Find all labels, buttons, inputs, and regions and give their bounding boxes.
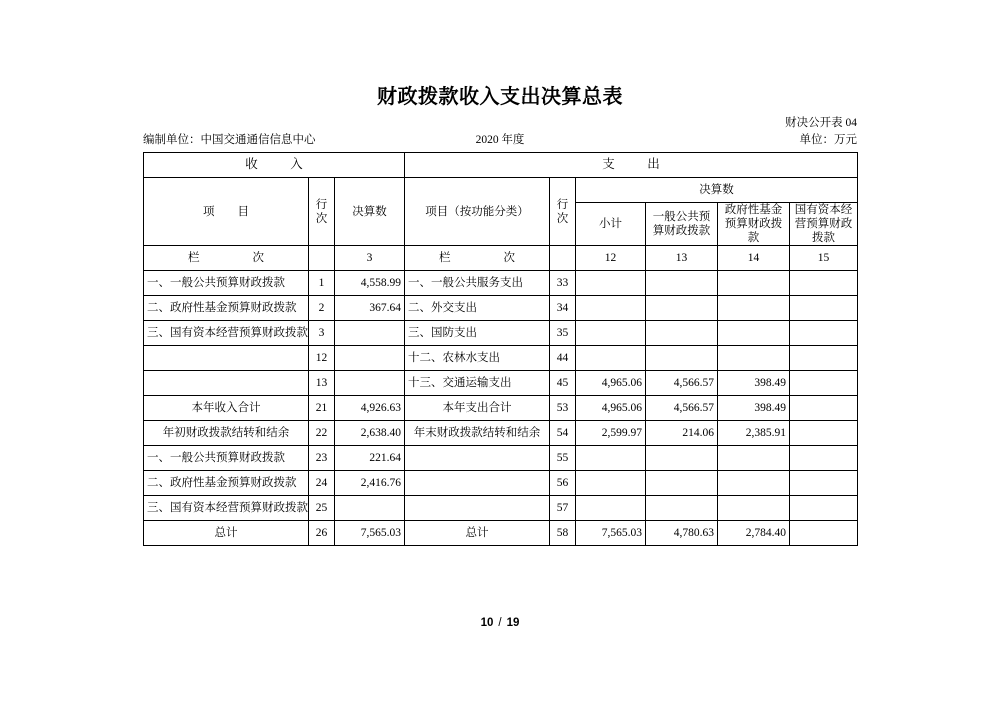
cell-exp-gov-fund [718, 496, 790, 521]
cell-income-item: 二、政府性基金预算财政拨款 [144, 296, 309, 321]
cell-exp-subtotal [576, 321, 646, 346]
cell-income-item: 三、国有资本经营预算财政拨款 [144, 321, 309, 346]
cell-exp-lineno: 44 [550, 346, 576, 371]
cell-income-lineno: 21 [309, 396, 335, 421]
cell-income-item: 三、国有资本经营预算财政拨款 [144, 496, 309, 521]
table-row [144, 446, 858, 471]
table-row [144, 496, 858, 521]
cell-income-item: 一、一般公共预算财政拨款 [144, 446, 309, 471]
cell-exp-lineno: 34 [550, 296, 576, 321]
cell-income-lineno: 1 [309, 271, 335, 296]
cell-exp-item [405, 446, 550, 471]
cell-income-lineno: 22 [309, 421, 335, 446]
cell-exp-item: 十二、农林水支出 [405, 346, 550, 371]
header-exp-subtotal: 小计 [576, 203, 646, 246]
cell-exp-general-public [646, 446, 718, 471]
lane-label-expenditure [405, 246, 550, 271]
cell-income-item: 年初财政拨款结转和结余 [144, 421, 309, 446]
cell-exp-item: 十三、交通运输支出 [405, 371, 550, 396]
cell-exp-item: 本年支出合计 [405, 396, 550, 421]
cell-exp-state-capital [790, 421, 858, 446]
table-row [144, 321, 858, 346]
cell-income-amount: 4,926.63 [335, 396, 405, 421]
cell-income-amount: 367.64 [335, 296, 405, 321]
cell-income-amount: 2,416.76 [335, 471, 405, 496]
cell-exp-general-public: 4,780.63 [646, 521, 718, 546]
cell-exp-lineno: 55 [550, 446, 576, 471]
cell-income-amount: 4,558.99 [335, 271, 405, 296]
band-expenditure [405, 153, 858, 178]
table-row [144, 296, 858, 321]
cell-exp-state-capital [790, 346, 858, 371]
lane-exp-gov-fund: 14 [718, 246, 790, 271]
cell-exp-subtotal [576, 271, 646, 296]
unit-note: 单位：万元 [799, 134, 857, 146]
cell-income-amount: 221.64 [335, 446, 405, 471]
cell-exp-state-capital [790, 471, 858, 496]
cell-income-item: 总计 [144, 521, 309, 546]
cell-income-lineno: 23 [309, 446, 335, 471]
cell-exp-general-public: 4,566.57 [646, 396, 718, 421]
lane-label-income [144, 246, 309, 271]
lane-exp-general-public: 13 [646, 246, 718, 271]
lane-label-expenditure-text: 栏 次 [439, 252, 525, 265]
cell-exp-subtotal [576, 296, 646, 321]
lane-exp-state-capital: 15 [790, 246, 858, 271]
band-income-label: 收 入 [245, 157, 313, 172]
cell-exp-item [405, 496, 550, 521]
cell-income-amount [335, 371, 405, 396]
header-income-lineno: 行次 [309, 178, 335, 246]
table-row [144, 396, 858, 421]
cell-exp-state-capital [790, 496, 858, 521]
cell-exp-state-capital [790, 521, 858, 546]
cell-exp-gov-fund [718, 271, 790, 296]
cell-exp-general-public [646, 346, 718, 371]
cell-exp-lineno: 45 [550, 371, 576, 396]
cell-exp-gov-fund [718, 471, 790, 496]
cell-exp-general-public [646, 471, 718, 496]
cell-exp-subtotal [576, 346, 646, 371]
cell-exp-subtotal: 2,599.97 [576, 421, 646, 446]
cell-income-lineno: 3 [309, 321, 335, 346]
cell-income-item [144, 371, 309, 396]
cell-exp-gov-fund: 2,385.91 [718, 421, 790, 446]
cell-exp-general-public: 4,566.57 [646, 371, 718, 396]
header-group-row [144, 178, 858, 203]
cell-income-amount [335, 346, 405, 371]
cell-exp-general-public [646, 496, 718, 521]
lane-label-income-text: 栏 次 [188, 252, 274, 265]
header-exp-gov-fund: 政府性基金预算财政拨款 [718, 203, 790, 246]
lane-income-lineno [309, 246, 335, 271]
cell-income-item: 二、政府性基金预算财政拨款 [144, 471, 309, 496]
cell-exp-general-public [646, 296, 718, 321]
header-income-amount: 决算数 [335, 178, 405, 246]
cell-exp-lineno: 57 [550, 496, 576, 521]
header-exp-general-public: 一般公共预算财政拨款 [646, 203, 718, 246]
cell-exp-subtotal [576, 446, 646, 471]
cell-exp-general-public: 214.06 [646, 421, 718, 446]
table-row [144, 471, 858, 496]
cell-exp-item: 一、一般公共服务支出 [405, 271, 550, 296]
header-exp-lineno: 行次 [550, 178, 576, 246]
cell-income-item [144, 346, 309, 371]
cell-income-amount [335, 321, 405, 346]
cell-income-lineno: 12 [309, 346, 335, 371]
cell-income-amount [335, 496, 405, 521]
table-row [144, 346, 858, 371]
cell-exp-item: 三、国防支出 [405, 321, 550, 346]
table-row [144, 421, 858, 446]
section-band-row [144, 153, 858, 178]
cell-exp-subtotal: 4,965.06 [576, 371, 646, 396]
cell-exp-item: 总计 [405, 521, 550, 546]
band-income [144, 153, 405, 178]
cell-exp-lineno: 35 [550, 321, 576, 346]
header-income-item: 项 目 [144, 178, 309, 246]
cell-exp-subtotal: 4,965.06 [576, 396, 646, 421]
cell-exp-state-capital [790, 371, 858, 396]
cell-exp-subtotal [576, 471, 646, 496]
lane-number-row [144, 246, 858, 271]
header-exp-group: 决算数 [576, 178, 858, 203]
cell-exp-state-capital [790, 396, 858, 421]
cell-exp-gov-fund [718, 446, 790, 471]
cell-income-lineno: 2 [309, 296, 335, 321]
cell-exp-item: 年末财政拨款结转和结余 [405, 421, 550, 446]
cell-exp-gov-fund [718, 346, 790, 371]
cell-exp-lineno: 54 [550, 421, 576, 446]
cell-income-lineno: 25 [309, 496, 335, 521]
cell-exp-subtotal [576, 496, 646, 521]
cell-exp-lineno: 56 [550, 471, 576, 496]
cell-exp-lineno: 53 [550, 396, 576, 421]
cell-exp-gov-fund: 398.49 [718, 371, 790, 396]
header-exp-state-capital: 国有资本经营预算财政拨款 [790, 203, 858, 246]
form-code: 财决公开表 04 [785, 117, 857, 129]
cell-exp-general-public [646, 321, 718, 346]
footer-separator: / [498, 617, 502, 629]
cell-exp-item: 二、外交支出 [405, 296, 550, 321]
cell-income-lineno: 24 [309, 471, 335, 496]
compiler-unit: 编制单位：中国交通通信信息中心 [143, 134, 316, 146]
footer-current-page: 10 [480, 617, 494, 629]
cell-income-item: 本年收入合计 [144, 396, 309, 421]
cell-exp-state-capital [790, 271, 858, 296]
cell-exp-item [405, 471, 550, 496]
band-expenditure-label: 支 出 [602, 157, 670, 172]
lane-exp-lineno [550, 246, 576, 271]
cell-exp-state-capital [790, 296, 858, 321]
cell-income-amount: 2,638.40 [335, 421, 405, 446]
financial-table [143, 152, 858, 546]
cell-income-amount: 7,565.03 [335, 521, 405, 546]
cell-exp-lineno: 58 [550, 521, 576, 546]
cell-exp-gov-fund: 2,784.40 [718, 521, 790, 546]
cell-exp-general-public [646, 271, 718, 296]
cell-income-item: 一、一般公共预算财政拨款 [144, 271, 309, 296]
cell-exp-state-capital [790, 446, 858, 471]
table-row [144, 371, 858, 396]
header-exp-item: 项目（按功能分类） [405, 178, 550, 246]
cell-exp-subtotal: 7,565.03 [576, 521, 646, 546]
fiscal-year: 2020 年度 [475, 134, 525, 146]
cell-income-lineno: 13 [309, 371, 335, 396]
page-footer [0, 617, 1000, 629]
table-row [144, 271, 858, 296]
cell-exp-state-capital [790, 321, 858, 346]
lane-exp-subtotal: 12 [576, 246, 646, 271]
page-title: 财政拨款收入支出决算总表 [377, 86, 623, 108]
lane-income-amount: 3 [335, 246, 405, 271]
cell-exp-gov-fund [718, 296, 790, 321]
cell-exp-lineno: 33 [550, 271, 576, 296]
cell-income-lineno: 26 [309, 521, 335, 546]
document-meta-row [143, 131, 857, 145]
table-row [144, 521, 858, 546]
footer-total-pages: 19 [506, 617, 520, 629]
cell-exp-gov-fund: 398.49 [718, 396, 790, 421]
cell-exp-gov-fund [718, 321, 790, 346]
